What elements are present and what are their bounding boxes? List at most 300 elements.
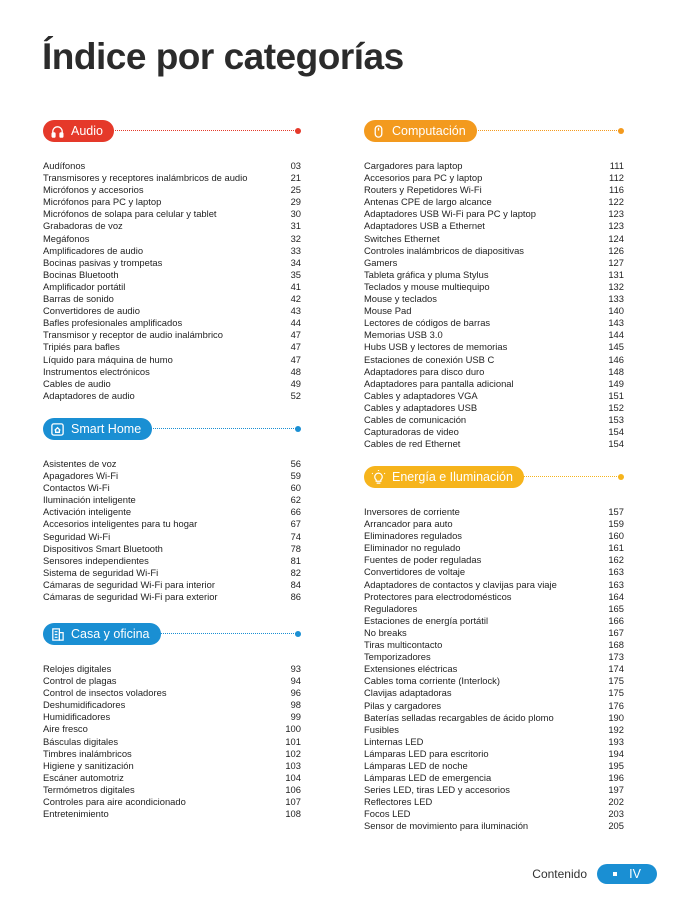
- entry-name: Cables de red Ethernet: [364, 438, 461, 450]
- index-entry[interactable]: [364, 390, 624, 402]
- entry-page: 106: [285, 783, 301, 795]
- entry-page: 168: [608, 639, 624, 651]
- entry-name: Control de insectos voladores: [43, 687, 167, 699]
- entry-page: 163: [608, 578, 624, 590]
- index-entry[interactable]: [43, 378, 301, 390]
- entry-page: 30: [290, 208, 301, 220]
- entry-name: Adaptadores para disco duro: [364, 365, 485, 377]
- category-pill-casa-oficina[interactable]: [43, 623, 161, 645]
- entry-page: 112: [609, 172, 624, 184]
- entry-page: 157: [608, 506, 624, 517]
- entry-page: 167: [608, 626, 624, 638]
- section-header: [43, 120, 301, 142]
- entry-name: Aire fresco: [43, 723, 88, 735]
- entry-page: 123: [608, 208, 624, 220]
- square-bullet-icon: [613, 872, 617, 876]
- page-footer: [532, 864, 657, 884]
- entry-name: Controles para aire acondicionado: [43, 796, 186, 808]
- category-label: Computación: [392, 124, 466, 138]
- entry-name: Termómetros digitales: [43, 783, 135, 795]
- footer-label: Contenido: [532, 867, 587, 881]
- index-entry[interactable]: [43, 293, 301, 305]
- index-entry[interactable]: [364, 808, 624, 820]
- entry-page: 152: [608, 401, 624, 413]
- line-end-dot: [618, 474, 624, 480]
- index-entry[interactable]: [43, 160, 301, 172]
- index-entry[interactable]: [364, 245, 624, 257]
- entry-name: Líquido para máquina de humo: [43, 353, 173, 365]
- index-entry[interactable]: [43, 494, 301, 506]
- index-entry[interactable]: [43, 269, 301, 281]
- entry-page: 194: [608, 747, 624, 759]
- index-entry[interactable]: [43, 543, 301, 555]
- section-audio: [43, 120, 301, 402]
- index-entry[interactable]: [364, 736, 624, 748]
- entry-name: Megáfonos: [43, 232, 90, 244]
- section-header: [364, 466, 624, 488]
- index-entry[interactable]: [364, 639, 624, 651]
- index-entry[interactable]: [43, 220, 301, 232]
- entry-page: 203: [608, 808, 624, 820]
- index-entry[interactable]: [43, 257, 301, 269]
- entry-page: 140: [608, 305, 624, 317]
- index-entry[interactable]: [364, 196, 624, 208]
- entry-page: 29: [290, 196, 301, 208]
- entry-name: Adaptadores de contactos y clavijas para viaje: [364, 578, 557, 590]
- index-entry[interactable]: [364, 615, 624, 627]
- entry-name: Adaptadores USB a Ethernet: [364, 220, 485, 232]
- entry-name: Asistentes de voz: [43, 458, 117, 469]
- index-entry[interactable]: [364, 566, 624, 578]
- index-entry[interactable]: [364, 402, 624, 414]
- entry-page: 174: [608, 663, 624, 675]
- entry-name: Estaciones de energía portátil: [364, 614, 489, 626]
- section-energia: [364, 466, 624, 833]
- entry-page: 160: [608, 530, 624, 542]
- entry-name: Audífonos: [43, 160, 86, 171]
- entry-page: 32: [290, 232, 301, 244]
- entry-name: Memorias USB 3.0: [364, 329, 443, 341]
- index-entry[interactable]: [364, 269, 624, 281]
- index-entry[interactable]: [43, 675, 301, 687]
- index-entry[interactable]: [364, 542, 624, 554]
- entry-page: 60: [290, 482, 301, 494]
- index-entry[interactable]: [364, 603, 624, 615]
- entry-page: 62: [290, 494, 301, 506]
- index-entry[interactable]: [364, 220, 624, 232]
- index-entry[interactable]: [43, 760, 301, 772]
- entry-page: 52: [290, 389, 301, 401]
- entry-page: 59: [290, 470, 301, 482]
- entry-page: 151: [608, 389, 624, 401]
- entry-name: Routers y Repetidores Wi-Fi: [364, 184, 482, 196]
- entry-name: Micrófonos para PC y laptop: [43, 196, 162, 208]
- entry-page: 35: [290, 268, 301, 280]
- index-entry[interactable]: [43, 354, 301, 366]
- entry-list: [364, 160, 624, 450]
- index-entry[interactable]: [364, 784, 624, 796]
- index-entry[interactable]: [364, 724, 624, 736]
- index-entry[interactable]: [364, 317, 624, 329]
- entry-name: Bocinas pasivas y trompetas: [43, 256, 163, 268]
- index-entry[interactable]: [364, 438, 624, 450]
- index-entry[interactable]: [43, 699, 301, 711]
- entry-page: 56: [290, 458, 301, 469]
- entry-name: Capturadoras de video: [364, 426, 459, 438]
- entry-name: Micrófonos y accesorios: [43, 184, 144, 196]
- index-entry[interactable]: [43, 808, 301, 820]
- entry-page: 107: [285, 796, 301, 808]
- entry-name: Grabadoras de voz: [43, 220, 123, 232]
- entry-name: Transmisor y receptor de audio inalámbrico: [43, 329, 223, 341]
- section-header: [43, 418, 301, 440]
- entry-name: Iluminación inteligente: [43, 494, 136, 506]
- line-end-dot: [618, 128, 624, 134]
- index-entry[interactable]: [43, 567, 301, 579]
- entry-page: 104: [285, 771, 301, 783]
- entry-name: Arrancador para auto: [364, 518, 453, 530]
- dotted-line: [156, 633, 298, 634]
- entry-page: 146: [608, 353, 624, 365]
- entry-name: Mouse y teclados: [364, 293, 437, 305]
- index-entry[interactable]: [364, 627, 624, 639]
- category-label: Energía e Iluminación: [392, 470, 513, 484]
- index-entry[interactable]: [364, 591, 624, 603]
- index-entry[interactable]: [364, 305, 624, 317]
- entry-name: Sensor de movimiento para iluminación: [364, 820, 529, 832]
- entry-page: 205: [608, 820, 624, 832]
- index-entry[interactable]: [364, 663, 624, 675]
- entry-page: 195: [608, 759, 624, 771]
- entry-page: 127: [608, 256, 624, 268]
- entry-name: Transmisores y receptores inalámbricos de audio: [43, 172, 248, 184]
- entry-name: Amplificadores de audio: [43, 244, 144, 256]
- entry-list: [364, 506, 624, 833]
- entry-page: 84: [290, 578, 301, 590]
- index-entry[interactable]: [364, 293, 624, 305]
- smart-home-icon: [50, 422, 65, 437]
- entry-page: 33: [290, 244, 301, 256]
- index-entry[interactable]: [43, 196, 301, 208]
- entry-name: Seguridad Wi-Fi: [43, 530, 111, 542]
- index-entry[interactable]: [43, 796, 301, 808]
- index-entry[interactable]: [43, 591, 301, 603]
- index-entry[interactable]: [43, 184, 301, 196]
- index-entry[interactable]: [43, 784, 301, 796]
- entry-name: Relojes digitales: [43, 663, 112, 674]
- index-entry[interactable]: [364, 366, 624, 378]
- entry-name: Lámparas LED para escritorio: [364, 747, 489, 759]
- entry-name: Hubs USB y lectores de memorias: [364, 341, 508, 353]
- entry-name: Controles inalámbricos de diapositivas: [364, 244, 524, 256]
- index-entry[interactable]: [43, 518, 301, 530]
- index-entry[interactable]: [364, 426, 624, 438]
- entry-page: 47: [290, 341, 301, 353]
- index-entry[interactable]: [43, 748, 301, 760]
- dotted-line: [514, 476, 621, 477]
- category-pill-audio[interactable]: [43, 120, 114, 142]
- entry-name: Inversores de corriente: [364, 506, 460, 517]
- section-casa-oficina: [43, 623, 301, 820]
- index-entry[interactable]: [43, 723, 301, 735]
- index-entry[interactable]: [364, 772, 624, 784]
- entry-name: Antenas CPE de largo alcance: [364, 196, 492, 208]
- entry-list: [43, 160, 301, 402]
- entry-name: Sistema de seguridad Wi-Fi: [43, 566, 159, 578]
- entry-name: Dispositivos Smart Bluetooth: [43, 542, 163, 554]
- index-entry[interactable]: [43, 172, 301, 184]
- entry-name: Sensores independientes: [43, 554, 149, 566]
- entry-name: Adaptadores de audio: [43, 389, 135, 401]
- entry-page: 143: [608, 317, 624, 329]
- entry-page: 197: [608, 784, 624, 796]
- index-entry[interactable]: [43, 506, 301, 518]
- entry-name: Convertidores de voltaje: [364, 566, 466, 578]
- index-entry[interactable]: [43, 482, 301, 494]
- entry-page: 126: [608, 244, 624, 256]
- entry-page: 123: [608, 220, 624, 232]
- index-entry[interactable]: [364, 184, 624, 196]
- index-entry[interactable]: [364, 675, 624, 687]
- index-entry[interactable]: [364, 281, 624, 293]
- index-entry[interactable]: [364, 748, 624, 760]
- entry-page: 93: [290, 663, 301, 674]
- entry-page: 66: [290, 506, 301, 518]
- entry-page: 133: [608, 293, 624, 305]
- index-entry[interactable]: [43, 555, 301, 567]
- entry-page: 154: [608, 438, 624, 450]
- entry-name: Reguladores: [364, 602, 418, 614]
- entry-page: 25: [290, 184, 301, 196]
- entry-name: Convertidores de audio: [43, 305, 140, 317]
- entry-name: Instrumentos electrónicos: [43, 365, 150, 377]
- entry-name: Adaptadores para pantalla adicional: [364, 377, 514, 389]
- entry-page: 192: [608, 723, 624, 735]
- index-entry[interactable]: [364, 208, 624, 220]
- page-title: Índice por categorías: [42, 36, 404, 77]
- index-entry[interactable]: [364, 700, 624, 712]
- index-entry[interactable]: [43, 531, 301, 543]
- entry-page: 162: [608, 554, 624, 566]
- entry-page: 44: [290, 317, 301, 329]
- entry-page: 153: [608, 413, 624, 425]
- entry-name: Switches Ethernet: [364, 232, 440, 244]
- entry-page: 176: [608, 699, 624, 711]
- category-pill-computacion[interactable]: [364, 120, 477, 142]
- index-entry[interactable]: [43, 663, 301, 675]
- index-entry[interactable]: [43, 317, 301, 329]
- entry-name: Teclados y mouse multiequipo: [364, 280, 490, 292]
- entry-page: 03: [290, 160, 301, 171]
- category-label: Smart Home: [71, 422, 142, 436]
- entry-page: 175: [608, 675, 624, 687]
- index-entry[interactable]: [364, 354, 624, 366]
- entry-page: 149: [608, 377, 624, 389]
- entry-name: Básculas digitales: [43, 735, 119, 747]
- index-entry[interactable]: [364, 530, 624, 542]
- index-entry[interactable]: [43, 245, 301, 257]
- entry-page: 132: [608, 280, 624, 292]
- category-pill-smart-home[interactable]: [43, 418, 152, 440]
- entry-name: Escáner automotriz: [43, 771, 124, 783]
- entry-page: 173: [608, 651, 624, 663]
- entry-page: 165: [608, 602, 624, 614]
- index-entry[interactable]: [364, 414, 624, 426]
- index-entry[interactable]: [364, 554, 624, 566]
- entry-name: Series LED, tiras LED y accesorios: [364, 784, 510, 796]
- line-end-dot: [295, 128, 301, 134]
- entry-page: 154: [608, 426, 624, 438]
- entry-page: 48: [290, 365, 301, 377]
- index-entry[interactable]: [364, 687, 624, 699]
- entry-page: 67: [290, 518, 301, 530]
- section-header: [43, 623, 301, 645]
- index-entry[interactable]: [43, 305, 301, 317]
- index-entry[interactable]: [43, 470, 301, 482]
- entry-name: Protectores para electrodomésticos: [364, 590, 512, 602]
- dotted-line: [111, 130, 298, 131]
- entry-name: Cargadores para laptop: [364, 160, 463, 171]
- index-entry[interactable]: [364, 760, 624, 772]
- index-entry[interactable]: [43, 208, 301, 220]
- index-entry[interactable]: [43, 687, 301, 699]
- index-entry[interactable]: [364, 579, 624, 591]
- entry-list: [43, 663, 301, 820]
- entry-page: 94: [290, 675, 301, 687]
- index-entry[interactable]: [364, 378, 624, 390]
- entry-page: 196: [608, 772, 624, 784]
- index-entry[interactable]: [43, 341, 301, 353]
- index-entry[interactable]: [364, 329, 624, 341]
- index-entry[interactable]: [364, 518, 624, 530]
- category-pill-energia[interactable]: [364, 466, 524, 488]
- entry-page: 131: [608, 268, 624, 280]
- entry-name: Higiene y sanitización: [43, 759, 134, 771]
- entry-name: Cables toma corriente (Interlock): [364, 675, 500, 687]
- index-entry[interactable]: [43, 736, 301, 748]
- entry-page: 148: [608, 365, 624, 377]
- index-entry[interactable]: [364, 651, 624, 663]
- index-entry[interactable]: [43, 772, 301, 784]
- entry-name: Cámaras de seguridad Wi-Fi para exterior: [43, 591, 218, 603]
- entry-name: Eliminadores regulados: [364, 530, 462, 542]
- entry-name: Timbres inalámbricos: [43, 747, 132, 759]
- building-icon: [50, 627, 65, 642]
- index-entry[interactable]: [364, 820, 624, 832]
- dotted-line: [474, 130, 621, 131]
- entry-name: No breaks: [364, 626, 407, 638]
- entry-name: Eliminador no regulado: [364, 542, 461, 554]
- index-entry[interactable]: [43, 711, 301, 723]
- entry-page: 122: [608, 196, 624, 208]
- entry-page: 145: [608, 341, 624, 353]
- entry-page: 190: [608, 711, 624, 723]
- section-header: [364, 120, 624, 142]
- index-entry[interactable]: [364, 172, 624, 184]
- entry-page: 21: [290, 172, 301, 184]
- entry-name: Focos LED: [364, 808, 411, 820]
- line-end-dot: [295, 426, 301, 432]
- index-entry[interactable]: [43, 233, 301, 245]
- index-entry[interactable]: [43, 366, 301, 378]
- entry-page: 163: [608, 566, 624, 578]
- entry-name: Fusibles: [364, 723, 399, 735]
- headphones-icon: [50, 124, 65, 139]
- index-entry[interactable]: [364, 712, 624, 724]
- entry-name: Temporizadores: [364, 651, 431, 663]
- index-entry[interactable]: [43, 329, 301, 341]
- entry-page: 193: [608, 735, 624, 747]
- category-label: Casa y oficina: [71, 627, 150, 641]
- entry-page: 103: [285, 759, 301, 771]
- entry-name: Cables de audio: [43, 377, 111, 389]
- entry-page: 159: [608, 518, 624, 530]
- entry-page: 31: [290, 220, 301, 232]
- entry-name: Pilas y cargadores: [364, 699, 442, 711]
- entry-page: 102: [285, 747, 301, 759]
- section-smart-home: [43, 418, 301, 603]
- entry-name: Deshumidificadores: [43, 699, 126, 711]
- entry-name: Reflectores LED: [364, 796, 433, 808]
- index-entry[interactable]: [43, 281, 301, 293]
- entry-name: Amplificador portátil: [43, 280, 126, 292]
- category-label: Audio: [71, 124, 103, 138]
- index-entry[interactable]: [364, 506, 624, 518]
- section-computacion: [364, 120, 624, 450]
- entry-page: 98: [290, 699, 301, 711]
- index-entry[interactable]: [43, 390, 301, 402]
- entry-name: Adaptadores USB Wi-Fi para PC y laptop: [364, 208, 536, 220]
- entry-name: Cables y adaptadores VGA: [364, 389, 478, 401]
- entry-page: 166: [608, 614, 624, 626]
- entry-page: 43: [290, 305, 301, 317]
- entry-page: 108: [285, 808, 301, 820]
- entry-page: 86: [290, 591, 301, 603]
- dotted-line: [151, 428, 298, 429]
- index-entry[interactable]: [364, 233, 624, 245]
- index-entry[interactable]: [43, 579, 301, 591]
- page-number-badge: [597, 864, 657, 884]
- entry-page: 100: [285, 723, 301, 735]
- entry-name: Mouse Pad: [364, 305, 412, 317]
- entry-name: Humidificadores: [43, 711, 111, 723]
- index-entry[interactable]: [364, 160, 624, 172]
- entry-name: Barras de sonido: [43, 293, 114, 305]
- entry-name: Gamers: [364, 256, 398, 268]
- index-entry[interactable]: [43, 458, 301, 470]
- entry-page: 99: [290, 711, 301, 723]
- entry-name: Linternas LED: [364, 735, 424, 747]
- entry-page: 41: [290, 280, 301, 292]
- index-entry[interactable]: [364, 796, 624, 808]
- entry-name: Cables y adaptadores USB: [364, 401, 478, 413]
- index-entry[interactable]: [364, 341, 624, 353]
- entry-name: Apagadores Wi-Fi: [43, 470, 119, 482]
- entry-page: 101: [285, 735, 301, 747]
- index-entry[interactable]: [364, 257, 624, 269]
- entry-name: Clavijas adaptadoras: [364, 687, 452, 699]
- entry-name: Bafles profesionales amplificados: [43, 317, 183, 329]
- mouse-icon: [371, 124, 386, 139]
- entry-name: Tableta gráfica y pluma Stylus: [364, 268, 489, 280]
- entry-page: 78: [290, 542, 301, 554]
- entry-page: 74: [290, 530, 301, 542]
- entry-page: 49: [290, 377, 301, 389]
- entry-page: 161: [608, 542, 624, 554]
- entry-name: Activación inteligente: [43, 506, 132, 518]
- entry-name: Accesorios inteligentes para tu hogar: [43, 518, 198, 530]
- entry-name: Control de plagas: [43, 675, 117, 687]
